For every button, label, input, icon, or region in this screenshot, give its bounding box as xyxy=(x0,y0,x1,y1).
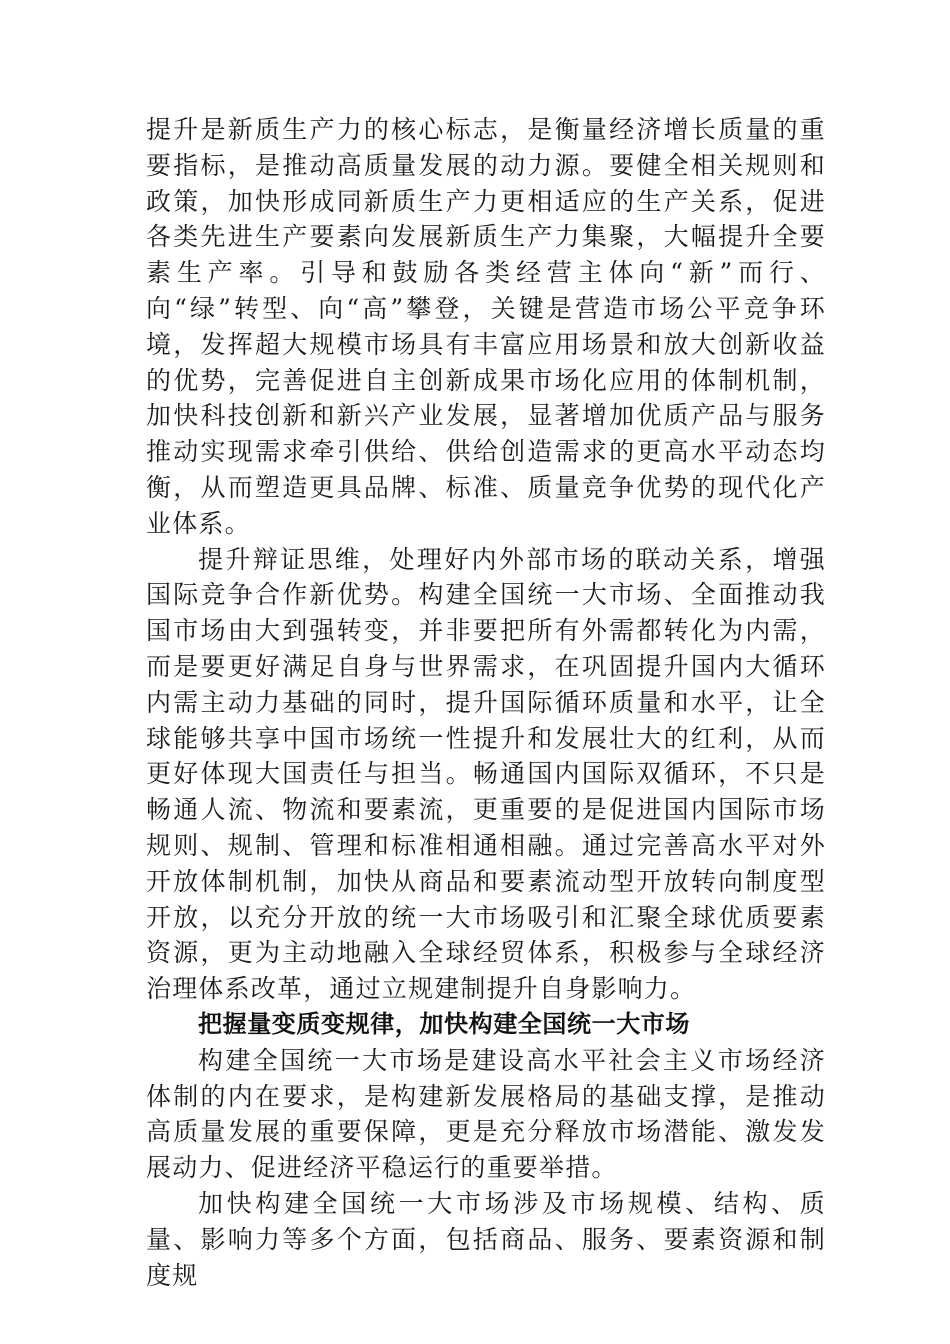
paragraph-unified-market-intro: 构建全国统一大市场是建设高水平社会主义市场经济体制的内在要求，是构建新发展格局的基础支撑，是推动高质量发展的重要保障，更是充分释放市场潜能、激发发展动力、促进经济平稳运行的重要举措。 xyxy=(146,1045,826,1183)
paragraph-dialectical-thinking: 提升辩证思维，处理好内外部市场的联动关系，增强国际竞争合作新优势。构建全国统一大市场、全面推动我国市场由大到强转变，并非要把所有外需都转化为内需，而是要更好满足自身与世界需求，在巩固提升国内大循环内需主动力基础的同时，提升国际循环质量和水平，让全球能够共享中国市场统一性提升和发展壮大的红利，从而更好体现大国责任与担当。畅通国内国际双循环，不只是畅通人流、物流和要素流，更重要的是促进国内国际市场规则、规制、管理和标准相通相融。通过完善高水平对外开放体制机制，加快从商品和要素流动型开放转向制度型开放，以充分开放的统一大市场吸引和汇聚全球优质要素资源，更为主动地融入全球经贸体系，积极参与全球经济治理体系改革，通过立规建制提升自身影响力。 xyxy=(146,544,826,1004)
paragraph-productivity: 提升是新质生产力的核心标志，是衡量经济增长质量的重要指标，是推动高质量发展的动力源。要健全相关规则和政策，加快形成同新质生产力更相适应的生产关系，促进各类先进生产要素向发展新质生产力集聚，大幅提升全要素生产率。引导和鼓励各类经营主体向“新”而行、向“绿”转型、向“高”攀登，关键是营造市场公平竞争环境，发挥超大规模市场具有丰富应用场景和放大创新收益的优势，完善促进自主创新成果市场化应用的体制机制，加快科技创新和新兴产业发展，显著增加优质产品与服务推动实现需求牵引供给、供给创造需求的更高水平动态均衡，从而塑造更具品牌、标准、质量竞争优势的现代化产业体系。 xyxy=(146,115,826,538)
section-heading: 把握量变质变规律，加快构建全国统一大市场 xyxy=(198,1009,690,1038)
paragraph-unified-market-scope: 加快构建全国统一大市场涉及市场规模、结构、质量、影响力等多个方面，包括商品、服务、要素资源和制度规 xyxy=(146,1188,826,1290)
article-body xyxy=(146,112,826,1293)
